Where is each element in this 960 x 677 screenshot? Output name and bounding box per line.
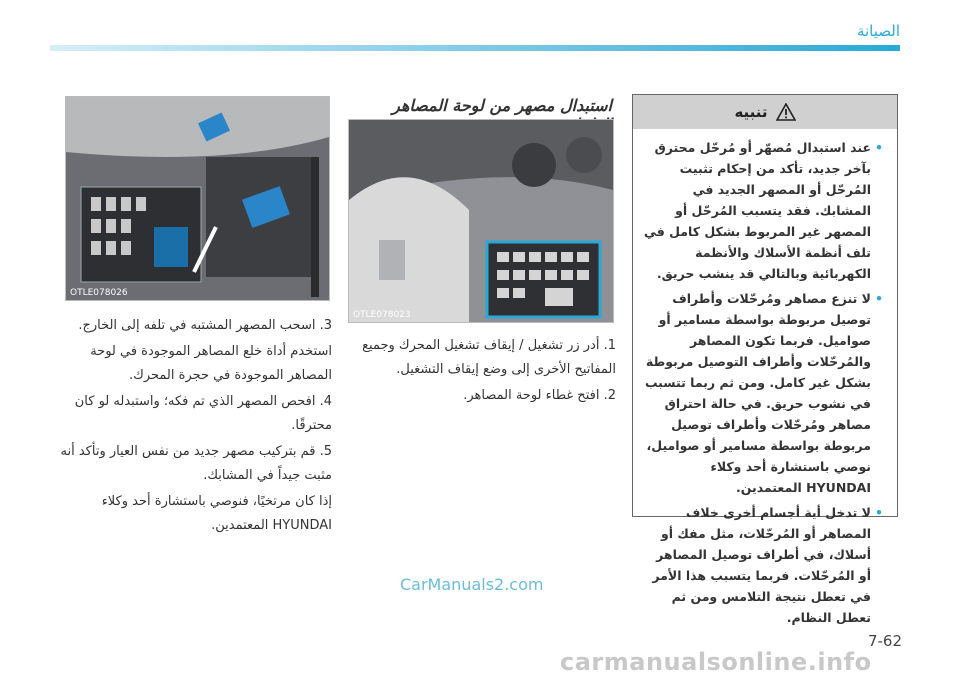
caution-item: • لا تنزع مصاهر ومُرحّلات وأطراف توصيل مربوطة بواسطة مسامير أو صواميل. فربما تكون المصاهر والمُرحّلات وأطراف التوصيل مربوطة بشكل غير كامل. ومن ثم ربما تتسبب في نشوب حريق. في حالة احتراق مصاهر ومُرحّلات وأطراف توصيل مربوطة بواسطة مسامير أو صواميل، نوصي باستشارة أحد وكلاء HYUNDAI المعتمدين.	[643, 288, 883, 498]
left-steps	[60, 314, 332, 540]
header-rule	[50, 45, 900, 51]
photo-code: OTLE078023	[353, 310, 411, 320]
page-number: 7-62	[867, 632, 902, 650]
caution-box	[632, 94, 898, 625]
dashboard-illustration	[349, 120, 613, 322]
middle-steps	[348, 334, 616, 410]
step-5-note: إذا كان مرتخيًا، فنوصي باستشارة أحد وكلاء HYUNDAI المعتمدين.	[101, 494, 332, 533]
caution-title: تنبيه	[734, 103, 768, 121]
fuse-panel-illustration	[66, 97, 329, 300]
dashboard-photo	[348, 119, 614, 323]
caution-item: • عند استبدال مُصهّر أو مُرحّل محترق بآخر جديد، تأكد من إحكام تثبيت المُرحّل أو المصهر الجديد في المشابك. فقد يتسبب المُرحّل أو المصهر غير المربوط بشكل كامل في تلف أنظمة الأسلاك والأنظمة الكهربائية وبالتالي قد ينشب حريق.	[643, 137, 883, 284]
step-3: 3. اسحب المصهر المشتبه في تلفه إلى الخارج.	[78, 318, 332, 333]
caution-item: • لا تدخل أية أجسام أخرى خلاف المصاهر أو المُرحّلات، مثل مفك أو أسلاك، في أطراف توصيل المصاهر أو المُرحّلات. فربما يتسبب هذا الأمر في تعطل نتيجة التلامس ومن ثم تعطل النظام.	[643, 502, 883, 628]
watermark: CarManuals2.com	[400, 575, 544, 594]
fuse-removal-photo	[65, 96, 330, 301]
caution-header	[633, 95, 897, 129]
caution-list	[633, 129, 897, 628]
step-1: 1. أدر زر تشغيل / إيقاف تشغيل المحرك وجميع المفاتيح الأخرى إلى وضع إيقاف التشغيل.	[362, 338, 616, 377]
warning-icon	[776, 103, 796, 121]
photo-code: OTLE078026	[70, 288, 128, 298]
section-title: استبدال مصهر من لوحة المصاهر	[392, 96, 612, 115]
header-title: الصيانة	[856, 22, 900, 40]
step-3-note: استخدم أداة خلع المصاهر الموجودة في لوحة المصاهر الموجودة في حجرة المحرك.	[90, 344, 332, 383]
step-5: 5. قم بتركيب مصهر جديد من نفس العيار وتأكد أنه مثبت جيداً في المشابك.	[60, 444, 332, 483]
step-4: 4. افحص المصهر الذي تم فكه؛ واستبدله لو كان محترقًا.	[74, 394, 332, 433]
step-2: 2. افتح غطاء لوحة المصاهر.	[463, 388, 616, 403]
footer-watermark: carmanualsonline.info	[560, 648, 872, 676]
